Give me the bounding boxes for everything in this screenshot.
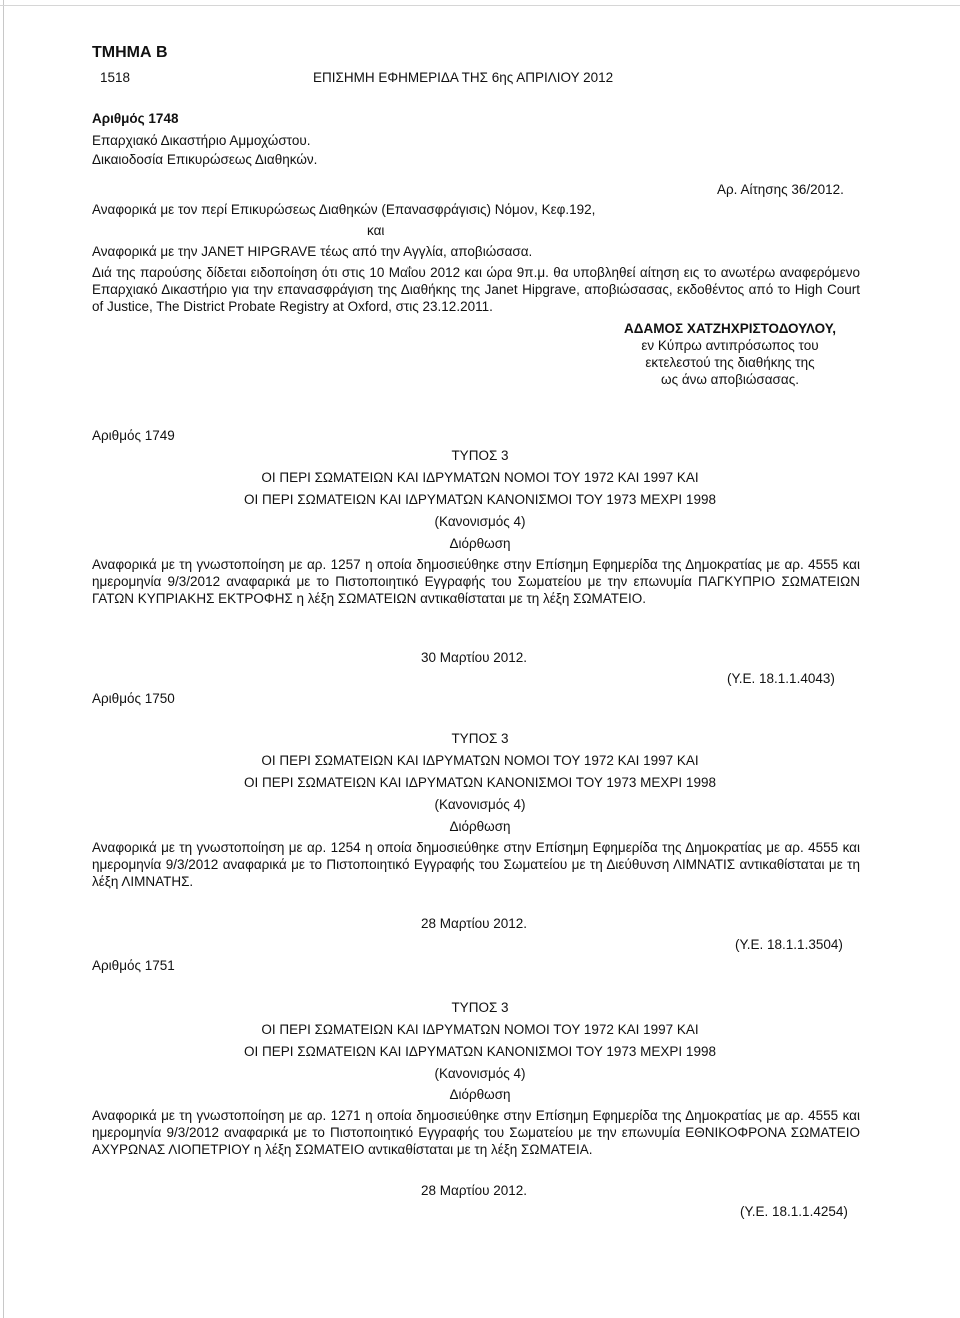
signature-line: ως άνω αποβιώσασας. [661,372,799,387]
notice-1750-correction: Διόρθωση [449,819,511,834]
page-number: 1518 [100,70,131,85]
notice-1751-law-1: ΟΙ ΠΕΡΙ ΣΩΜΑΤΕΙΩΝ ΚΑΙ ΙΔΡΥΜΑΤΩΝ ΝΟΜΟΙ ΤΟΥ 1972 ΚΑΙ 1997 ΚΑΙ [261,1022,699,1037]
notice-1748-ref-law: Αναφορικά με τον περί Επικυρώσεως Διαθηκών (Επανασφράγισις) Νόμον, Κεφ.192, [92,202,596,217]
notice-1751-regulation: (Κανονισμός 4) [434,1066,526,1081]
notice-1749-law-1: ΟΙ ΠΕΡΙ ΣΩΜΑΤΕΙΩΝ ΚΑΙ ΙΔΡΥΜΑΤΩΝ ΝΟΜΟΙ ΤΟΥ 1972 ΚΑΙ 1997 ΚΑΙ [261,470,699,485]
notice-1748-and: και [367,223,385,238]
notice-1748-ref-person: Αναφορικά με την JANET HIPGRAVE τέως από την Αγγλία, αποβιώσασα. [92,244,533,259]
signature-line: εκτελεστού της διαθήκης της [645,355,815,370]
notice-1751-type: ΤΥΠΟΣ 3 [451,1000,509,1015]
notice-1748-jurisdiction: Δικαιοδοσία Επικυρώσεως Διαθηκών. [92,152,318,167]
notice-1750-type: ΤΥΠΟΣ 3 [451,731,509,746]
notice-1750-law-2: ΟΙ ΠΕΡΙ ΣΩΜΑΤΕΙΩΝ ΚΑΙ ΙΔΡΥΜΑΤΩΝ ΚΑΝΟΝΙΣΜΟΙ ΤΟΥ 1973 ΜΕΧΡΙ 1998 [244,775,716,790]
notice-1750-body: Αναφορικά με τη γνωστοποίηση με αρ. 1254 η οποία δημοσιεύθηκε στην Επίσημη Εφημερίδα της Δημοκρατίας με αρ. 4555 και ημερομηνία 9/3/2012 αναφαρικά με το Πιστοποιητικό Εγγραφής του Σωματείου με τη Διεύθυνση ΛΙΜΝΑΤΙΣ αντικαθίσταται με τη λέξη ΛΙΜΝΑΤΗΣ. [92,840,860,889]
notice-1749-law-2: ΟΙ ΠΕΡΙ ΣΩΜΑΤΕΙΩΝ ΚΑΙ ΙΔΡΥΜΑΤΩΝ ΚΑΝΟΝΙΣΜΟΙ ΤΟΥ 1973 ΜΕΧΡΙ 1998 [244,492,716,507]
notice-1748-body: Διά της παρούσης δίδεται ειδοποίηση ότι στις 10 Μαΐου 2012 και ώρα 9π.μ. θα υποβληθεί αίτηση εις το ανωτέρω αναφερόμενο Επαρχιακό Δικαστήριο για την επανασφράγιση της Διαθήκης της Janet Hipgrave, αποβιώσασας, εκδοθέντος από το High Court of Justice, The District Probate Registry at Oxford, στις 23.12.2011. [92,265,860,314]
notice-1750-number: Αριθμός 1750 [92,691,175,706]
notice-1749-date: 30 Μαρτίου 2012. [421,650,528,665]
notice-1748-application-no: Αρ. Αίτησης 36/2012. [717,182,844,197]
notice-1751-body: Αναφορικά με τη γνωστοποίηση με αρ. 1271 η οποία δημοσιεύθηκε στην Επίσημη Εφημερίδα της Δημοκρατίας με αρ. 4555 και ημερομηνία 9/3/2012 αναφαρικά με το Πιστοποιητικό Εγγραφής του Σωματείου με την επωνυμία ΕΘΝΙΚΟΦΡΟΝΑ ΣΩΜΑΤΕΙΟ ΑΧΥΡΩΝΑΣ ΛΙΟΠΕΤΡΙΟΥ η λέξη ΣΩΜΑΤΕΙΟ αντικαθίσταται με τη λέξη ΣΩΜΑΤΕΙΑ. [92,1108,860,1157]
notice-1749-body: Αναφορικά με τη γνωστοποίηση με αρ. 1257 η οποία δημοσιεύθηκε στην Επίσημη Εφημερίδα της Δημοκρατίας με αρ. 4555 και ημερομηνία 9/3/2012 αναφαρικά με το Πιστοποιητικό Εγγραφής του Σωματείου με την επωνυμία ΠΑΓΚΥΠΡΙΟ ΣΩΜΑΤΕΙΩΝ ΓΑΤΩΝ ΚΥΠΡΙΑΚΗΣ ΕΚΤΡΟΦΗΣ η λέξη ΣΩΜΑΤΕΙΩΝ αντικαθίσταται με τη λέξη ΣΩΜΑΤΕΙΟ. [92,557,860,606]
signatory-name: ΑΔΑΜΟΣ ΧΑΤΖΗΧΡΙΣΤΟΔΟΥΛΟΥ, [624,321,836,336]
section-title: ΤΜΗΜΑ Β [92,44,168,61]
scan-edge-top [0,5,960,6]
notice-1749-number: Αριθμός 1749 [92,428,175,443]
notice-1749-ref: (Υ.Ε. 18.1.1.4043) [727,671,835,686]
scan-edge-left [3,0,4,1318]
notice-1750-date: 28 Μαρτίου 2012. [421,916,528,931]
notice-1751-correction: Διόρθωση [449,1087,511,1102]
notice-1749-regulation: (Κανονισμός 4) [434,514,526,529]
notice-1749-type: ΤΥΠΟΣ 3 [451,448,509,463]
notice-1750-regulation: (Κανονισμός 4) [434,797,526,812]
gazette-title: ΕΠΙΣΗΜΗ ΕΦΗΜΕΡΙΔΑ ΤΗΣ 6ης ΑΠΡΙΛΙΟΥ 2012 [313,70,614,85]
notice-1750-ref: (Υ.Ε. 18.1.1.3504) [735,937,843,952]
notice-1749-correction: Διόρθωση [449,536,511,551]
notice-1748-court: Επαρχιακό Δικαστήριο Αμμοχώστου. [92,133,311,148]
notice-1748-number: Αριθμός 1748 [92,111,179,126]
notice-1751-ref: (Υ.Ε. 18.1.1.4254) [740,1204,848,1219]
signature-line: εν Κύπρω αντιπρόσωπος του [641,338,819,353]
notice-1751-date: 28 Μαρτίου 2012. [421,1183,528,1198]
notice-1751-law-2: ΟΙ ΠΕΡΙ ΣΩΜΑΤΕΙΩΝ ΚΑΙ ΙΔΡΥΜΑΤΩΝ ΚΑΝΟΝΙΣΜΟΙ ΤΟΥ 1973 ΜΕΧΡΙ 1998 [244,1044,716,1059]
notice-1748-signature [560,320,900,388]
notice-1751-number: Αριθμός 1751 [92,958,175,973]
notice-1750-law-1: ΟΙ ΠΕΡΙ ΣΩΜΑΤΕΙΩΝ ΚΑΙ ΙΔΡΥΜΑΤΩΝ ΝΟΜΟΙ ΤΟΥ 1972 ΚΑΙ 1997 ΚΑΙ [261,753,699,768]
